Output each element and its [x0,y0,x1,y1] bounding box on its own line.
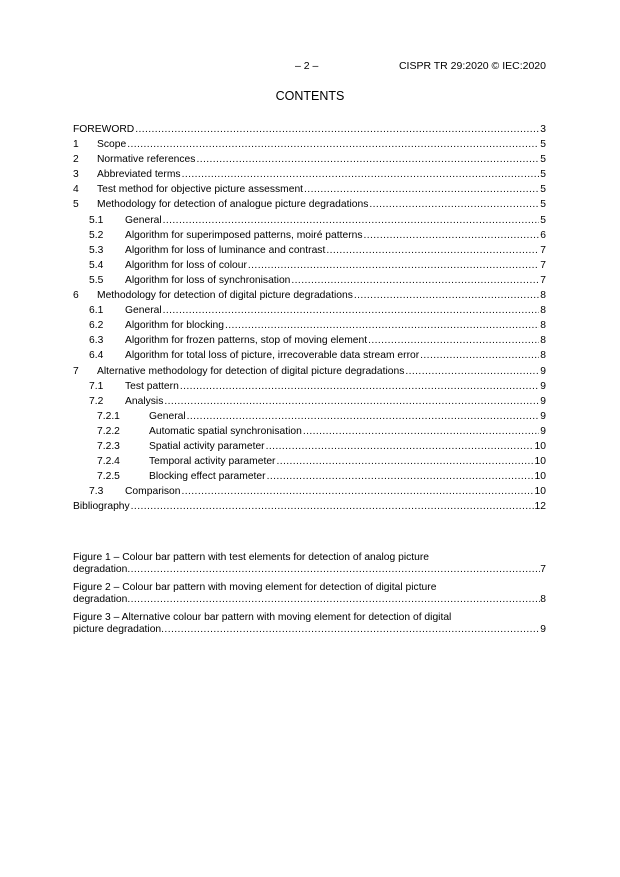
toc-entry[interactable] [73,197,546,212]
toc-entry-title: Test method for objective picture assessment [97,184,304,196]
toc-entry-page: 10 [534,471,546,483]
contents-title: CONTENTS [275,89,345,103]
toc-entry-line [125,228,546,243]
toc-entry-line [97,182,546,197]
toc-entry-title: Spatial activity parameter [149,440,265,452]
toc-entry-title: General [125,305,162,317]
toc-entry-title: Algorithm for superimposed patterns, moiré patterns [125,229,363,241]
toc-entry[interactable] [73,152,546,167]
dot-leader [405,364,539,379]
toc-entry[interactable] [73,303,546,318]
toc-entry-page: 8 [540,335,546,347]
toc-entry-title: Analysis [125,395,164,407]
toc-entry-title: Test pattern [125,380,179,392]
dot-leader [163,213,540,228]
toc-entry-line [125,258,546,273]
toc-entry-title: Algorithm for frozen patterns, stop of moving element [125,335,368,347]
toc-entry-number: 2 [73,154,79,166]
figure-caption-line1: Figure 2 – Colour bar pattern with moving element for detection of digital picture [73,582,437,593]
dot-leader [127,594,540,606]
toc-entry[interactable] [73,394,546,409]
toc-entry-line [149,454,546,469]
toc-entry[interactable] [73,318,546,333]
toc-entry[interactable] [73,243,546,258]
toc-entry-line [97,137,546,152]
toc-entry-line [125,243,546,258]
figure-caption-line2 [73,624,546,636]
toc-entry-number: 5.5 [89,274,104,286]
toc-entry-line [97,167,546,182]
toc-entry-title: Bibliography [73,501,130,513]
toc-entry-line [125,318,546,333]
toc-entry-number: 7.2.3 [97,440,120,452]
figure-caption-tail: picture degradation [73,623,162,635]
figure-page: 7 [540,563,546,575]
toc-entry-number: 6 [73,290,79,302]
toc-entry[interactable] [73,379,546,394]
toc-entry-line [149,439,546,454]
table-of-contents [73,122,546,514]
toc-entry-line [149,424,546,439]
dot-leader [303,424,539,439]
toc-entry-line [73,499,546,514]
toc-entry-title: Normative references [97,154,196,166]
toc-entry-title: Algorithm for loss of synchronisation [125,274,291,286]
toc-entry-number: 7 [73,365,79,377]
toc-entry[interactable] [73,499,546,514]
toc-entry-line [97,197,546,212]
toc-entry-page: 9 [540,410,546,422]
toc-entry-line [149,409,546,424]
toc-entry-number: 4 [73,184,79,196]
toc-entry[interactable] [73,273,546,288]
dot-leader [326,243,539,258]
toc-entry-number: 3 [73,169,79,181]
toc-entry-title: Comparison [125,486,181,498]
dot-leader [364,228,540,243]
toc-entry-title: Automatic spatial synchronisation [149,425,302,437]
figure-caption-tail: degradation [73,563,128,575]
toc-entry-title: Algorithm for blocking [125,320,225,332]
toc-entry-line [97,288,546,303]
toc-entry-page: 8 [540,350,546,362]
toc-entry-line [125,379,546,394]
toc-entry-page: 9 [540,380,546,392]
toc-entry-title: Scope [97,139,127,151]
document-reference: CISPR TR 29:2020 © IEC:2020 [398,60,546,72]
toc-entry-number: 6.2 [89,320,104,332]
dot-leader [354,288,539,303]
toc-entry-number: 7.3 [89,486,104,498]
toc-entry[interactable] [73,424,546,439]
dot-leader [369,197,539,212]
toc-entry-page: 8 [540,290,546,302]
toc-entry[interactable] [73,288,546,303]
figure-caption-line2 [73,594,546,606]
toc-entry[interactable] [73,213,546,228]
toc-entry-title: Alternative methodology for detection of digital picture degradations [97,365,405,377]
toc-entry-page: 10 [534,456,546,468]
toc-entry-number: 7.2 [89,395,104,407]
toc-entry-page: 7 [540,244,546,256]
toc-entry-number: 6.1 [89,305,104,317]
toc-entry[interactable] [73,484,546,499]
toc-entry[interactable] [73,409,546,424]
toc-entry-line [73,122,546,137]
toc-entry[interactable] [73,348,546,363]
figure-caption-line2 [73,564,546,576]
toc-entry-number: 6.4 [89,350,104,362]
dot-leader [135,122,539,137]
dot-leader [187,409,540,424]
toc-entry-title: Abbreviated terms [97,169,181,181]
toc-entry-line [97,152,546,167]
toc-entry-page: 8 [540,320,546,332]
toc-entry-line [125,213,546,228]
dot-leader [127,137,539,152]
dot-leader [127,564,540,576]
toc-entry-number: 5.2 [89,229,104,241]
toc-entry[interactable] [73,439,546,454]
toc-entry-line [97,364,546,379]
toc-entry[interactable] [73,454,546,469]
toc-entry-page: 9 [540,395,546,407]
toc-entry-title: General [149,410,186,422]
figure-entry[interactable] [73,612,546,635]
toc-entry-title: Algorithm for total loss of picture, irrecoverable data stream error [125,350,420,362]
toc-entry-line [149,469,546,484]
toc-entry-page: 5 [540,184,546,196]
list-of-figures [73,552,546,642]
toc-entry-line [125,484,546,499]
dot-leader [420,348,539,363]
dot-leader [225,318,539,333]
toc-entry-number: 7.2.5 [97,471,120,483]
toc-entry-line [125,333,546,348]
toc-entry[interactable] [73,137,546,152]
toc-entry-page: 10 [534,486,546,498]
toc-entry[interactable] [73,258,546,273]
toc-entry[interactable] [73,333,546,348]
dot-leader [182,484,534,499]
toc-entry[interactable] [73,182,546,197]
toc-entry-number: 7.2.1 [97,410,120,422]
dot-leader [182,167,540,182]
toc-entry-line [125,273,546,288]
toc-entry-page: 9 [540,425,546,437]
figure-page: 9 [540,623,546,635]
toc-entry-page: 6 [540,229,546,241]
toc-entry-number: 6.3 [89,335,104,347]
toc-entry-page: 5 [540,199,546,211]
figure-page: 8 [540,593,546,605]
dot-leader [276,454,533,469]
toc-entry-number: 7.2.2 [97,425,120,437]
dot-leader [304,182,539,197]
toc-entry-page: 9 [540,365,546,377]
figure-caption-line1: Figure 1 – Colour bar pattern with test elements for detection of analog picture [73,552,430,563]
dot-leader [161,624,540,636]
toc-entry-number: 5.1 [89,214,104,226]
toc-entry-title: Methodology for detection of digital picture degradations [97,290,353,302]
toc-entry-page: 7 [540,274,546,286]
dot-leader [267,469,534,484]
toc-entry-number: 7.1 [89,380,104,392]
dot-leader [163,303,540,318]
toc-entry[interactable] [73,122,546,137]
toc-entry-page: 3 [540,124,546,135]
dot-leader [291,273,539,288]
figure-caption-line1: Figure 3 – Alternative colour bar pattern with moving element for detection of digital [73,612,452,623]
toc-entry-number: 5.3 [89,244,104,256]
toc-entry-page: 5 [540,169,546,181]
toc-entry-number: 5.4 [89,259,104,271]
toc-entry-number: 5 [73,199,79,211]
figure-entry[interactable] [73,552,546,575]
figure-caption-tail: degradation [73,593,128,605]
toc-entry-title: FOREWORD [73,124,135,135]
toc-entry-page: 5 [540,154,546,166]
dot-leader [196,152,539,167]
toc-entry-title: Algorithm for loss of colour [125,259,247,271]
toc-entry-number: 7.2.4 [97,456,120,468]
page-header [0,60,620,74]
figure-entry[interactable] [73,582,546,605]
toc-entry-title: Temporal activity parameter [149,456,276,468]
dot-leader [368,333,539,348]
toc-entry-title: Blocking effect parameter [149,471,266,483]
toc-entry-page: 10 [534,440,546,452]
page-number: – 2 – [295,60,319,72]
toc-entry-line [125,394,546,409]
dot-leader [131,499,534,514]
dot-leader [266,439,534,454]
dot-leader [248,258,539,273]
toc-entry-title: Methodology for detection of analogue picture degradations [97,199,369,211]
toc-entry-number: 1 [73,139,79,151]
toc-entry-line [125,303,546,318]
toc-entry-title: Algorithm for loss of luminance and contrast [125,244,326,256]
dot-leader [180,379,539,394]
toc-entry-page: 12 [534,501,546,513]
toc-entry[interactable] [73,364,546,379]
toc-entry-line [125,348,546,363]
dot-leader [164,394,539,409]
toc-entry[interactable] [73,228,546,243]
toc-entry-page: 5 [540,214,546,226]
toc-entry-page: 5 [540,139,546,151]
toc-entry[interactable] [73,469,546,484]
toc-entry[interactable] [73,167,546,182]
toc-entry-page: 8 [540,305,546,317]
toc-entry-page: 7 [540,259,546,271]
toc-entry-title: General [125,214,162,226]
